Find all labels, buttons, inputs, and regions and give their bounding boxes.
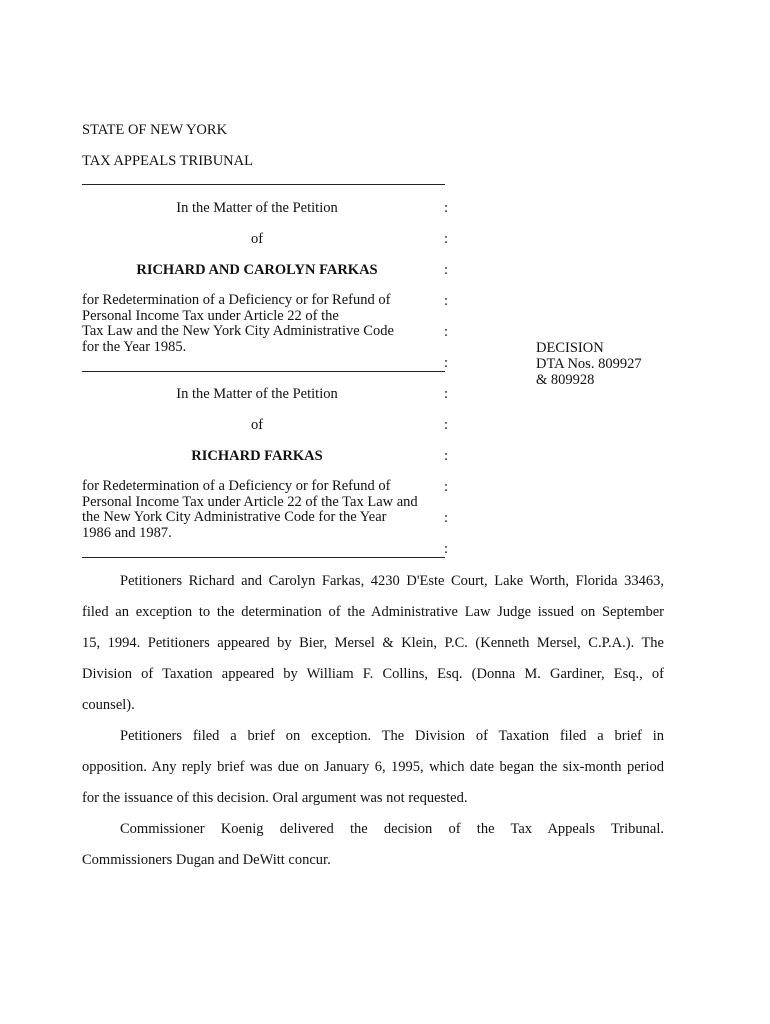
caption-colon: : xyxy=(444,417,449,433)
body-line: counsel). xyxy=(82,697,135,713)
body-line: opposition. Any reply brief was due on January 6, 1995, which date began the six-month period xyxy=(82,759,664,775)
caption2-purpose-line: Personal Income Tax under Article 22 of the Tax Law and xyxy=(82,493,418,510)
dta-numbers-cont: & 809928 xyxy=(536,372,595,388)
caption-colon: : xyxy=(444,510,449,526)
caption2-of: of xyxy=(250,417,264,433)
decision-title: DECISION xyxy=(536,340,604,356)
caption-colon: : xyxy=(444,541,449,557)
caption1-matter: In the Matter of the Petition xyxy=(176,200,338,216)
body-line: for the issuance of this decision. Oral argument was not requested. xyxy=(82,790,468,806)
body-line: Division of Taxation appeared by William F. Collins, Esq. (Donna M. Gardiner, Esq., of xyxy=(82,666,664,682)
paragraph-appearances xyxy=(82,566,664,721)
caption1-purpose-line: for Redetermination of a Deficiency or for Refund of xyxy=(82,292,391,308)
caption-colon: : xyxy=(444,324,449,340)
caption-colon: : xyxy=(444,386,449,402)
caption-top-rule xyxy=(82,184,445,185)
caption1-of: of xyxy=(250,231,264,247)
caption-colon: : xyxy=(444,448,449,464)
decision-block xyxy=(536,340,642,388)
caption1-purpose-line: Tax Law and the New York City Administrative Code xyxy=(82,323,394,339)
body-line: Petitioners filed a brief on exception. The Division of Taxation filed a brief in xyxy=(120,728,664,744)
caption-bottom-rule xyxy=(82,557,445,558)
caption2-purpose xyxy=(82,479,444,541)
caption1-purpose-line: for the Year 1985. xyxy=(82,338,187,355)
caption1-purpose-line: Personal Income Tax under Article 22 of the xyxy=(82,307,339,324)
caption-colon: : xyxy=(444,231,449,247)
caption-colon: : xyxy=(444,200,449,216)
paragraph-commissioners xyxy=(82,814,664,876)
caption2-matter: In the Matter of the Petition xyxy=(176,386,338,402)
caption2-purpose-line: the New York City Administrative Code for the Year xyxy=(82,509,387,525)
caption2-purpose-line: for Redetermination of a Deficiency or for Refund of xyxy=(82,478,391,494)
caption1-purpose xyxy=(82,293,444,355)
body-line: Petitioners Richard and Carolyn Farkas, 4230 D'Este Court, Lake Worth, Florida 33463, xyxy=(120,573,664,589)
body-line: Commissioners Dugan and DeWitt concur. xyxy=(82,852,331,868)
paragraph-briefs xyxy=(82,721,664,814)
tribunal-heading: TAX APPEALS TRIBUNAL xyxy=(82,153,253,169)
body-line: 15, 1994. Petitioners appeared by Bier, Mersel & Klein, P.C. (Kenneth Mersel, C.P.A.). The xyxy=(82,635,664,651)
caption-colon: : xyxy=(444,293,449,309)
dta-numbers: DTA Nos. 809927 xyxy=(536,356,642,372)
caption-colon: : xyxy=(444,355,449,371)
caption-colon: : xyxy=(444,262,449,278)
body-line: Commissioner Koenig delivered the decision of the Tax Appeals Tribunal. xyxy=(120,821,664,837)
caption-mid-rule xyxy=(82,371,445,372)
body-line: filed an exception to the determination of the Administrative Law Judge issued on September xyxy=(82,604,664,620)
state-heading: STATE OF NEW YORK xyxy=(82,122,228,138)
caption1-petitioner-name: RICHARD AND CAROLYN FARKAS xyxy=(136,262,378,278)
caption2-petitioner-name: RICHARD FARKAS xyxy=(191,448,323,464)
caption2-purpose-line: 1986 and 1987. xyxy=(82,524,172,541)
caption-colon: : xyxy=(444,479,449,495)
